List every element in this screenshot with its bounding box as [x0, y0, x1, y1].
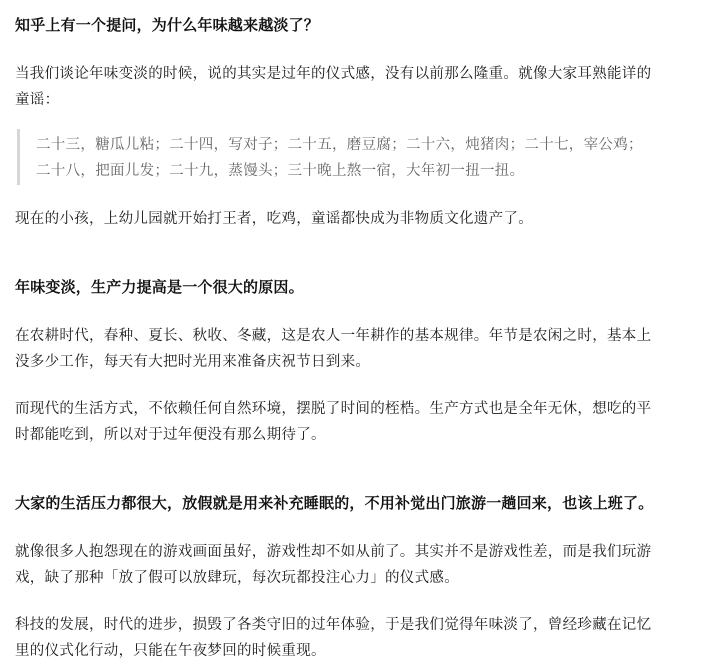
blockquote-nursery-rhyme: [17, 129, 710, 185]
heading-productivity: 年味变淡，生产力提高是一个很大的原因。: [15, 278, 304, 296]
paragraph-modern-line1: 而现代的生活方式，不依赖任何自然环境，摆脱了时间的桎梏。生产方式也是全年无休，想吃的平: [15, 401, 652, 417]
paragraph-tech-line1: 科技的发展，时代的进步，损毁了各类守旧的过年体验，于是我们觉得年味淡了，曾经珍藏在记忆: [15, 617, 652, 633]
paragraph-games-line1: 就像很多人抱怨现在的游戏画面虽好，游戏性却不如从前了。其实并不是游戏性差，而是我们玩游: [15, 544, 652, 560]
blockquote-line2: 二十八，把面儿发；二十九，蒸馒头；三十晚上熬一宿，大年初一扭一扭。: [36, 163, 525, 179]
paragraph-modern-line2: 时都能吃到，所以对于过年便没有那么期待了。: [15, 427, 326, 443]
blockquote-line1: 二十三，糖瓜儿粘；二十四，写对子；二十五，磨豆腐；二十六，炖猪肉；二十七，宰公鸡；: [36, 137, 643, 153]
paragraph-kids: 现在的小孩，上幼儿园就开始打王者，吃鸡，童谣都快成为非物质文化遗产了。: [15, 211, 533, 227]
paragraph-farming-line2: 没多少工作，每天有大把时光用来准备庆祝节日到来。: [15, 354, 371, 370]
paragraph-intro-line1: 当我们谈论年味变淡的时候，说的其实是过年的仪式感，没有以前那么隆重。就像大家耳熟能详的: [15, 66, 652, 82]
paragraph-tech-line2: 里的仪式化行动，只能在午夜梦回的时候重现。: [15, 643, 326, 659]
paragraph-intro-line2: 童谣：: [15, 92, 60, 108]
paragraph-farming-line1: 在农耕时代，春种、夏长、秋收、冬藏，这是农人一年耕作的基本规律。年节是农闲之时，基本上: [15, 328, 652, 344]
paragraph-games-line2: 戏，缺了那种「放了假可以放肆玩，每次玩都投注心力」的仪式感。: [15, 570, 459, 586]
heading-life-pressure: 大家的生活压力都很大，放假就是用来补充睡眠的，不用补觉出门旅游一趟回来，也该上班了。: [15, 494, 654, 512]
heading-zhihu-question: 知乎上有一个提问，为什么年味越来越淡了？: [15, 16, 320, 34]
